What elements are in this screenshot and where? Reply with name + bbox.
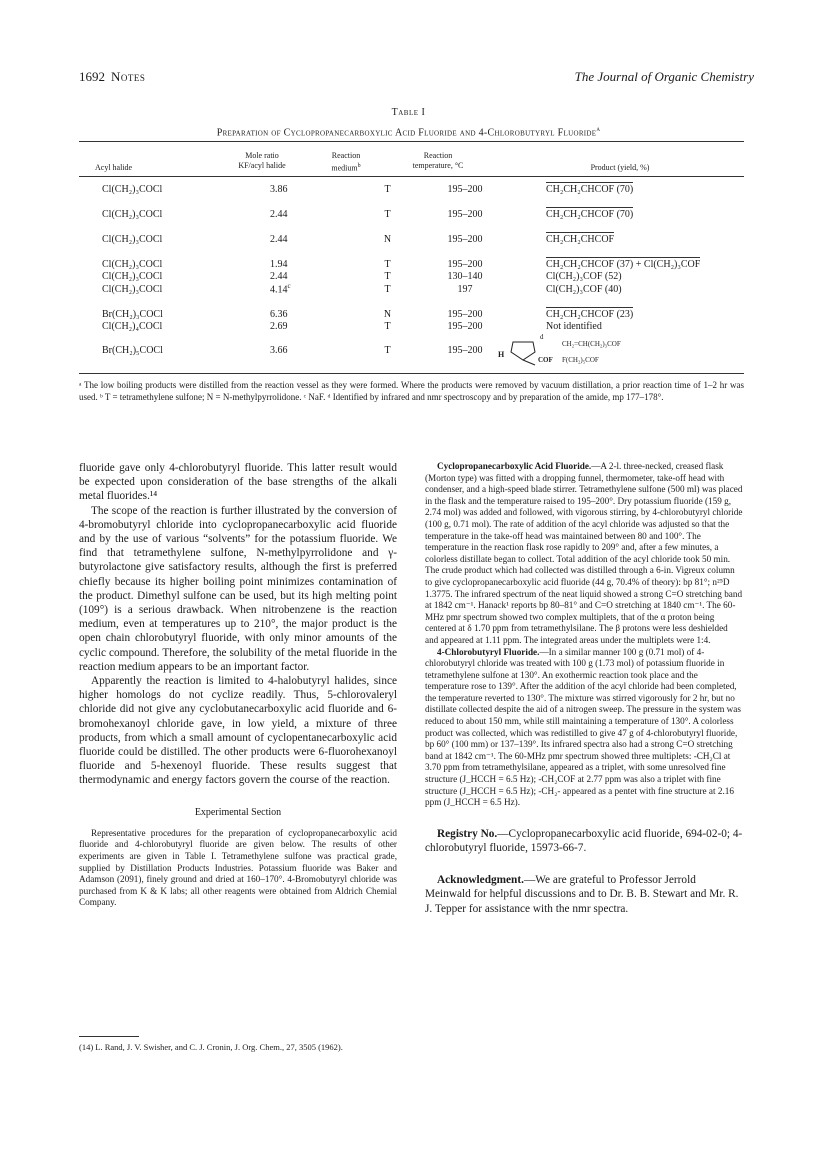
- cell-halide: Cl(CH₂)₃COCl: [102, 284, 163, 296]
- col-header-medium-l2-text: medium: [331, 163, 358, 173]
- col-header-temperature: [398, 151, 478, 171]
- cell-ratio: 3.66: [270, 345, 288, 357]
- cell-medium: N: [383, 234, 392, 245]
- cell-ratio-mark: c: [287, 282, 291, 290]
- run-in-heading: Cyclopropanecarboxylic Acid Fluoride.: [437, 461, 592, 471]
- cell-halide: Cl(CH₂)₃COCl: [102, 209, 163, 220]
- cell-temp: 195–200: [447, 209, 483, 220]
- cell-medium: T: [384, 259, 391, 270]
- cell-halide: Cl(CH₂)₃COCl: [102, 271, 163, 282]
- cell-product: Cl(CH₂)₃COF (52): [546, 271, 622, 282]
- table-row: [79, 257, 744, 270]
- page-number: 1692: [79, 69, 105, 84]
- cell-product: [515, 257, 744, 270]
- cof-bond-line: [523, 360, 535, 365]
- table-top-rule: [79, 141, 744, 142]
- row-spacer: [79, 195, 744, 207]
- acknowledgment-paragraph: [425, 873, 743, 916]
- cell-ratio: 2.44: [270, 234, 288, 245]
- cell-product: [515, 182, 744, 195]
- structure-alt2: F(CH₂)₅COF: [562, 356, 599, 364]
- cell-product: [515, 207, 744, 220]
- footnote-rule: [79, 1036, 139, 1037]
- cell-product: Cl(CH₂)₃COF (40): [546, 284, 622, 296]
- cell-ratio: 2.44: [270, 271, 288, 282]
- registry-text: —Cyclopropanecarboxylic acid fluoride, 694-02-0; 4-chlorobutyryl fluoride, 15973-66-7.: [425, 827, 743, 855]
- cell-temp: 197: [457, 284, 473, 296]
- cell-ratio: 2.44: [270, 209, 288, 220]
- col-header-mole-ratio-l2: KF/acyl halide: [238, 161, 286, 170]
- cell-product: [515, 307, 744, 320]
- table-row: [79, 307, 744, 320]
- cell-temp: 195–200: [447, 259, 483, 270]
- table-header-rule: [79, 176, 744, 177]
- cyclopropane-product: CH₂CH₂CHCOF (70): [546, 209, 634, 220]
- cell-ratio: [237, 282, 360, 295]
- col-header-medium: [316, 151, 376, 174]
- row-spacer: [79, 220, 744, 232]
- cyclopropane-product: CH₂CH₂CHCOF (23): [546, 309, 634, 321]
- reference-14: (14) L. Rand, J. V. Swisher, and C. J. Cronin, J. Org. Chem., 27, 3505 (1962).: [79, 1042, 343, 1052]
- cyclopropane-product: CH₂CH₂CHCOF (37) + Cl(CH₂)₃COF: [546, 259, 701, 270]
- structure-mark: d: [540, 333, 544, 341]
- journal-name: The Journal of Organic Chemistry: [574, 69, 754, 84]
- cell-ratio: 1.94: [270, 259, 288, 270]
- col-header-temp-l2: temperature, °C: [412, 161, 464, 170]
- table-bottom-rule: [79, 373, 744, 374]
- cell-temp: 195–200: [447, 321, 483, 333]
- cell-halide: Br(CH₂)₃COCl: [102, 309, 163, 321]
- table-title: [0, 125, 817, 138]
- section-heading-experimental: Experimental Section: [194, 806, 282, 818]
- run-in-heading: 4-Chlorobutyryl Fluoride.: [437, 646, 540, 657]
- paragraph: The scope of the reaction is further illustrated by the conversion of 4-bromobutyryl chloride into cyclopropanecarboxylic acid fluoride and by the use of various “solvents” for the potassium fluoride. We find that tetramethylene sulfone, N-methylpyrrolidone and γ-butyrolactone give satisfactory results, although the first is preferred chiefly because its higher boiling point minimizes contamination of the product. Dimethyl sulfone can be used, but its high melting point (109°) is a serious drawback. When nitrobenzene is the reaction medium, even at temperatures up to 210°, the major product is the open chain chlorobutyryl fluoride, with only minor amounts of the cyclic compound. Therefore, the solubility of the metal fluoride in the reaction medium appears to be an important factor.: [79, 504, 397, 673]
- right-column: [425, 461, 743, 916]
- acknowledgment-heading: Acknowledgment.: [437, 874, 524, 887]
- table-row: [79, 320, 744, 332]
- cell-temp: 195–200: [447, 184, 483, 195]
- table-row: [79, 232, 744, 245]
- cell-temp: 195–200: [447, 309, 483, 321]
- cell-halide: Br(CH₂)₅COCl: [102, 345, 163, 357]
- cell-ratio-value: 4.14: [270, 284, 288, 296]
- cell-ratio: 2.69: [270, 321, 288, 333]
- cell-medium: T: [384, 209, 391, 220]
- cell-temp: 130–140: [447, 271, 483, 282]
- col-header-product: Product (yield, %): [590, 163, 650, 172]
- table-row: [79, 282, 744, 295]
- table-footnote: ᵃ The low boiling products were distilled from the reaction vessel as they were formed. Where the products were removed by vacuum distillation, a prior reaction time of 1–2 hr was used. ᵇ T = tetramethylene sulfone; N = N-methylpyrrolidone. ᶜ NaF. ᵈ Identified by infrared and nmr spectroscopy and by preparation of the amide, mp 177–178°.: [79, 380, 744, 402]
- cell-halide: Cl(CH₂)₃COCl: [102, 259, 163, 270]
- paragraph: Representative procedures for the preparation of cyclopropanecarboxylic acid fluoride and 4-chlorobutyryl fluoride are given below. The results of other experiments are given in Table I. Tetramethylene sulfone was practical grade, supplied by Distillation Products Industries. Potassium fluoride was Baker and Adamson (2091), finely ground and dried at 160–170°. 4-Bromobutyryl chloride was purchased from K & K labs; all other reagents were obtained from Aldrich Chemial Company.: [79, 827, 397, 908]
- paragraph: [425, 647, 743, 809]
- cell-ratio: 6.36: [270, 309, 288, 321]
- cyclopentane-ring-icon: [511, 342, 535, 360]
- paragraph-text: —A 2-l. three-necked, creased flask (Morton type) was fitted with a dropping funnel, thermometer, take-off head with condenser, and a high-speed blade stirrer. Tetramethylene sulfone (500 ml) was placed in the flask and the temperature raised to 195–200°. Dry potassium fluoride (159 g, 2.74 mol) was added and followed, with vigorous stirring, by 4-chlorobutyryl chloride (100 g, 0.71 mol). The rate of addition of the acyl chloride was adjusted so that the temperature in the take-off head was maintained between 80 and 100°. The temperature in the reaction flask rose rapidly to 209° and, after a few minutes, a colorless distillate began to collect. Total addition of the acyl chloride took 50 min. The crude product which had collected was distilled through a 6-in. Vigreux column to give cyclopropanecarboxylic acid fluoride (44 g, 70.4% of theory): bp 81°; n²⁵D 1.3775. The infrared spectrum of the neat liquid showed a strong C=O stretching band at 1842 cm⁻¹. Hanack¹ reports bp 80–81° and C=O stretching at 1840 cm⁻¹. The 60-MHz pmr spectrum showed two complex multiplets, that of the α proton being centered at δ 1.70 ppm from tetramethylsilane. The β protons were less deshielded and appeared at 1.11 ppm. The integrated areas under the multiplets were 1:4.: [425, 461, 743, 645]
- table-label: Table I: [391, 107, 426, 118]
- col-header-mole-ratio-l1: Mole ratio: [245, 151, 279, 160]
- cell-ratio: 3.86: [270, 184, 288, 195]
- table-row: [79, 270, 744, 282]
- registry-paragraph: [425, 827, 743, 855]
- cell-medium: T: [384, 345, 391, 357]
- row-spacer: [79, 245, 744, 257]
- paragraph: [425, 461, 743, 647]
- table-row: [79, 182, 744, 195]
- col-header-medium-l1: Reaction: [331, 151, 361, 160]
- left-column: [79, 461, 397, 909]
- col-header-mole-ratio: [222, 151, 302, 171]
- table-row: [79, 207, 744, 220]
- cell-medium: T: [384, 184, 391, 195]
- cyclopropane-product: CH₂CH₂CHCOF (70): [546, 184, 634, 195]
- section-name: Notes: [111, 69, 146, 84]
- row-spacer: [79, 295, 744, 307]
- paragraph-text: —In a similar manner 100 g (0.71 mol) of 4-chlorobutyryl chloride was treated with 100 g (1.73 mol) of potassium fluoride in tetramethylene sulfone at 130°. An exothermic reaction took place and the temperature rose to 139°. After the addition of the acyl chloride had been completed, the temperature reverted to 130°. The mixture was stirred vigorously for 2 hr, but no distillate collected despite the aid of a nitrogen sweep. The pressure in the system was reduced to about 150 mm, while still maintaining a temperature of 130°. A colorless product was collected, which was redistilled to give 47 g of 4-chlorobutyryl fluoride, bp 60° (100 mm) or 137–139°. Its infrared spectra also had a strong C=O stretching band at 1842 cm⁻¹. The 60-MHz pmr spectrum showed three multiplets: -CH₂Cl at 3.70 ppm from tetramethylsilane, appeared as a triplet, with some unresolved fine structure (J_HCCH = 6.5 Hz); -CH₂COF at 2.77 ppm was also a triplet with fine structure (J_HCCH = 6.5 Hz); -CH₂- appeared as a pentet with fine structure at 2.16 ppm (J_HCCH = 6.5 Hz).: [425, 646, 741, 808]
- cell-medium: T: [384, 284, 391, 296]
- table-title-text: Preparation of Cyclopropanecarboxylic Acid Fluoride and 4-Chlorobutyryl Fluoride: [216, 127, 597, 139]
- cell-halide: Cl(CH₂)₄COCl: [102, 321, 163, 333]
- data-table: [79, 182, 744, 356]
- cell-product: [515, 232, 744, 245]
- col-header-medium-mark: b: [357, 163, 361, 169]
- registry-heading: Registry No.: [437, 827, 498, 840]
- table-title-mark: a: [596, 125, 601, 133]
- cell-halide: Cl(CH₂)₃COCl: [102, 184, 163, 195]
- cyclopropane-product: CH₂CH₂CHCOF: [546, 234, 615, 245]
- col-header-acyl-halide: Acyl halide: [95, 163, 133, 172]
- col-header-medium-l2: [316, 161, 376, 174]
- cell-medium: N: [383, 309, 392, 321]
- cell-medium: T: [384, 271, 391, 282]
- cell-product: Not identified: [546, 321, 602, 333]
- running-header-left: [79, 69, 145, 85]
- structure-cof-label: COF: [538, 356, 553, 364]
- structure-alt1: CH₂=CH(CH₂)₃COF: [562, 340, 621, 348]
- acknowledgment-text: —We are grateful to Professor Jerrold Meinwald for helpful discussions and to Dr. B. B. Stewart and Mr. R. J. Tepper for assistance with the nmr spectra.: [425, 874, 739, 915]
- structure-h-label: H: [498, 350, 505, 359]
- cell-temp: 195–200: [447, 234, 483, 245]
- cell-temp: 195–200: [447, 345, 483, 357]
- col-header-temp-l1: Reaction: [423, 151, 453, 160]
- cell-halide: Cl(CH₂)₃COCl: [102, 234, 163, 245]
- paragraph: fluoride gave only 4-chlorobutyryl fluoride. This latter result would be expected upon consideration of the base strengths of the alkali metal fluorides.¹⁴: [79, 462, 397, 503]
- cell-medium: T: [384, 321, 391, 333]
- paragraph: Apparently the reaction is limited to 4-halobutyryl halides, since higher homologs do not cyclize readily. Thus, 5-chlorovaleryl chloride did not give any cyclobutanecarboxylic acid fluoride and 6-bromohexanoyl chloride gave, in low yield, a mixture of three products, from which a small amount of cyclopentanecarboxylic acid fluoride could be distilled. The other products were 6-fluorohexanoyl fluoride and 5-hexenoyl fluoride. These results suggest that thermodynamic and energy factors govern the course of the reaction.: [79, 675, 397, 787]
